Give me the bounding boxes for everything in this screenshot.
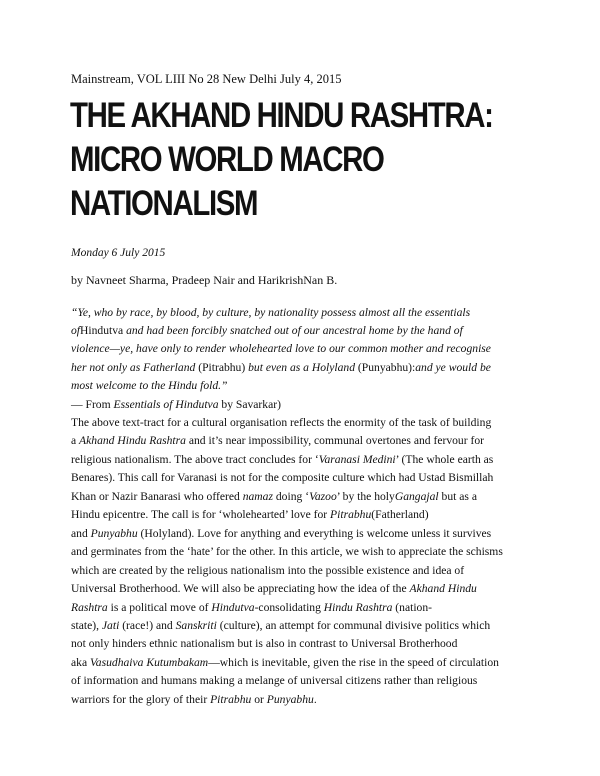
byline: by Navneet Sharma, Pradeep Nair and HarikrishNan B. [71,273,338,287]
body-line: state), Jati (race!) and Sanskriti (culture), an attempt for communal divisive politics which [71,618,491,632]
quote-attribution: — From Essentials of Hindutva by Savarkar) [71,398,281,411]
title-line: MICRO WORLD MACRO [70,140,384,179]
quote-line: her not only as Fatherland (Pitrabhu) but even as a Holyland (Punyabhu):and ye would be [71,360,491,374]
body-line: a Akhand Hindu Rashtra and it’s near impossibility, communal overtones and fervour for [71,434,485,448]
article-title [70,94,493,226]
body-line: Khan or Nazir Banarasi who offered namaz doing ‘Vazoo’ by the holyGangajal but as a [71,489,477,503]
body-line: religious nationalism. The above tract concludes for ‘Varanasi Medini’ (The whole earth as [71,452,494,466]
title-line: NATIONALISM [70,184,258,223]
title-line: THE AKHAND HINDU RASHTRA: [70,96,493,135]
body-line: Hindu epicentre. The call is for ‘wholehearted’ love for Pitrabhu(Fatherland) [71,508,429,522]
body-line: Rashtra is a political move of Hindutva-consolidating Hindu Rashtra (nation- [71,600,433,614]
body-line: not only hinders ethnic nationalism but is also in contrast to Universal Brotherhood [71,637,458,651]
body-line: The above text-tract for a cultural organisation reflects the enormity of the task of building [71,416,492,429]
body-line: Benares). This call for Varanasi is not for the composite culture which had Ustad Bismillah [71,471,494,485]
body-line: which are created by the religious nationalism into the possible existence and idea of [71,563,465,577]
epigraph-quote [71,304,541,395]
quote-line: “Ye, who by race, by blood, by culture, by nationality possess almost all the essentials [71,306,471,319]
article-body [71,414,541,709]
body-line: warriors for the glory of their Pitrabhu or Punyabhu. [71,692,317,706]
publication-date: Monday 6 July 2015 [71,247,166,259]
body-line: and Punyabhu (Holyland). Love for anything and everything is welcome unless it survives [71,526,492,540]
body-line: Universal Brotherhood. We will also be appreciating how the idea of the Akhand Hindu [71,582,477,596]
body-line: of information and humans making a melange of universal citizens rather than religious [71,674,478,688]
body-line: and germinates from the ‘hate’ for the other. In this article, we wish to appreciate the schisms [71,545,503,559]
quote-line: most welcome to the Hindu fold.” [71,378,228,392]
quote-line: violence—ye, have only to render wholehearted love to our common mother and recognise [71,342,491,356]
body-line: aka Vasudhaiva Kutumbakam—which is inevitable, given the rise in the speed of circulation [71,655,499,669]
masthead: Mainstream, VOL LIII No 28 New Delhi July 4, 2015 [71,72,342,86]
quote-line: ofHindutva and had been forcibly snatched out of our ancestral home by the hand of [71,324,463,338]
